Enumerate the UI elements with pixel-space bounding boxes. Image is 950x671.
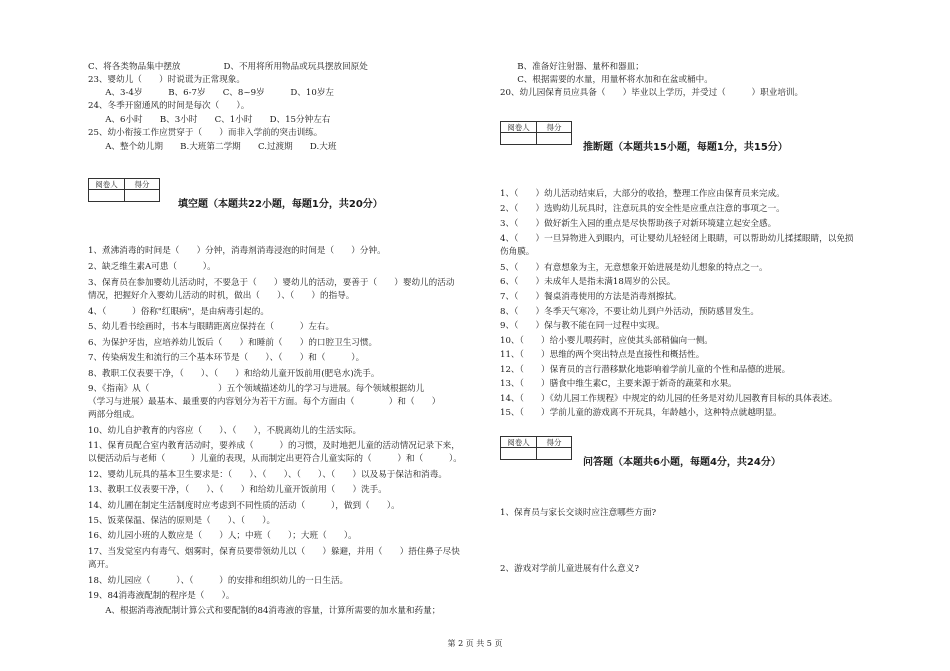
fill-line: 5、幼儿看书绘画时，书本与眼睛距离应保持在（ ）左右。 [88,322,335,332]
reviewer-label: 阅卷人 [89,179,125,190]
judge-line: 2、（ ）选购幼儿玩具时，注意玩具的安全性是应重点注意的事项之一。 [500,204,785,214]
fill-line: 16、幼儿园小班的人数应是（ ）人；中班（ ）；大班（ ）。 [88,531,357,541]
reviewer-cell [501,448,537,459]
judge-line: 伤角膜。 [500,247,535,257]
fill-line: 9、《指南》从（ ）五个领域描述幼儿的学习与进展。每个领域根据幼儿 [88,384,425,394]
question-23-options: A、3-4岁 B、6-7岁 C、8~9岁 D、10岁左 [88,88,335,98]
reviewer-label: 阅卷人 [501,437,537,448]
fill-line: 19、84消毒液配制的程序是（ ）。 [88,591,235,601]
question-25: 25、幼小衔接工作应贯穿于（ ）而非入学前的突击训练。 [88,128,323,138]
fill-line: （学习与进展）最基本、最重要的内容划分为若干方面。每个方面由（ ）和（ ） [88,397,441,407]
score-box-fill [88,178,160,202]
fill-line: 2、缺乏维生素A可患（ ）。 [88,262,216,272]
section-title-judge: 推断题（本题共15小题，每题1分，共15分） [583,142,788,153]
option-line-22-cd: C、将各类物品集中摆放 D、不用将所用物品或玩具摆放回原处 [88,62,368,72]
judge-line: 8、（ ）冬季天气寒冷，不要让幼儿到户外活动，预防感冒发生。 [500,307,759,317]
reviewer-cell [89,190,125,201]
fill-line: 离开。 [88,560,114,570]
judge-line: 6、（ ）未成年人是指未满18周岁的公民。 [500,277,676,287]
qa-question: 1、保育员与家长交谈时应注意哪些方面? [500,508,657,518]
fill-line: 11、保育员配合室内教育活动时，要养成（ ）的习惯，及时地把儿童的活动情况记录下来， [88,441,460,451]
judge-line: 15、（ ）学前儿童的游戏离不开玩具，年龄越小，这种特点就越明显。 [500,408,782,418]
judge-line: 3、（ ）做好新生入园的重点是尽快帮助孩子对新环境建立起安全感。 [500,219,777,229]
reviewer-cell [501,133,537,144]
fill-line: 12、婴幼儿玩具的基本卫生要求是：（ ）、（ ）、（ ）、（ ）以及易于保洁和消毒。 [88,470,447,480]
question-25-options: A、整个幼儿期 B.大班第二学期 C.过渡期 D.大班 [88,142,337,152]
question-24: 24、冬季开窗通风的时间是每次（ ）。 [88,101,250,111]
judge-line: 13、（ ）膳食中维生素C，主要来源于新奇的蔬菜和水果。 [500,379,737,389]
option-line-19-c: C、根据需要的水量，用量杯将水加和在盆或桶中。 [500,75,713,85]
judge-line: 9、（ ）保与教不能在同一过程中实现。 [500,321,665,331]
fill-line: 14、幼儿圃在制定生活制度时应考虑到不同性质的活动（ ），做到（ ）。 [88,501,400,511]
fill-line: 13、教职工仪表要干净，（ ）、（ ）和给幼儿童开饭前用（ ）洗手。 [88,485,387,495]
judge-line: 14、（ ）《幼儿园工作规程》中规定的幼儿园的任务是对幼儿园教育目标的具体表述。 [500,394,838,404]
judge-line: 12、（ ）保育员的言行潜移默化地影响着学前儿童的个性和品德的进展。 [500,365,791,375]
judge-line: 10、（ ）给小婴儿喂药时，应使其头部稍偏向一侧。 [500,336,713,346]
fill-line: 情况，把握好介入婴幼儿活动的时机，做出（ ）、（ ）的指导。 [88,291,355,301]
fill-line: 17、当发觉室内有毒气、烟雾时，保育员要带领幼儿以（ ）躲避，并用（ ）捂住鼻子尽快 [88,547,460,557]
judge-line: 7、（ ）餐桌消毒使用的方法是消毒剂擦拭。 [500,292,682,302]
fill-line: 15、饭菜保温、保洁的原则是（ ）、（ ）。 [88,516,276,526]
reviewer-label: 阅卷人 [501,122,537,133]
question-23: 23、婴幼儿（ ）时说谎为正常现象。 [88,75,246,85]
fill-line: 3、保育员在参加婴幼儿活动时，不要急于（ ）婴幼儿的活动，要善于（ ）婴幼儿的活动 [88,278,455,288]
fill-line: 10、幼儿自护教育的内容应（ ）、（ ），不脱离幼儿的生活实际。 [88,426,362,436]
fill-line: 7、传染病发生和流行的三个基本环节是（ ）、（ ）和（ ）。 [88,353,365,363]
fill-line: 4、（ ）俗称"红眼病"，是由病毒引起的。 [88,307,269,317]
score-cell [125,190,159,201]
score-label: 得分 [537,122,571,133]
score-cell [537,448,571,459]
fill-line: A、根据消毒液配制计算公式和要配制的84消毒液的容量，计算所需要的加水量和药量； [88,606,441,616]
option-line-19-b: B、准备好注射器、量杯和器皿； [500,62,644,72]
judge-line: 5、（ ）有意想象为主，无意想象开始进展是幼儿想象的特点之一。 [500,263,768,273]
fill-line: 8、教职工仪表要干净，（ ）、（ ）和给幼儿童开饭前用(肥皂水)洗手。 [88,369,380,379]
fill-line: 1、煮沸消毒的时间是（ ）分钟，消毒剂消毒浸泡的时间是（ ）分钟。 [88,246,386,256]
qa-question: 2、游戏对学前儿童进展有什么意义? [500,564,639,574]
fill-line: 6、为保护牙齿，应培养幼儿饭后（ ）和睡前（ ）的口腔卫生习惯。 [88,338,378,348]
page-number: 第 2 页 共 5 页 [447,639,503,648]
fill-line: 以便活动后与老师（ ）儿童的表现，从而制定出更符合儿童实际的（ ）和（ ）。 [88,454,462,464]
fill-line: 两部分组成。 [88,410,140,420]
score-label: 得分 [125,179,159,190]
section-title-qa: 问答题（本题共6小题，每题4分，共24分） [583,457,781,468]
question-24-options: A、6小时 B、3小时 C、1小时 D、15分钟左右 [88,115,331,125]
fill-line: 18、幼儿园应（ ）、（ ）的安排和组织幼儿的一日生活。 [88,576,349,586]
judge-line: 4、（ ）一旦异物进入到眼内，可让婴幼儿轻轻闭上眼睛，可以帮助幼儿揉揉眼睛，以免损 [500,234,854,244]
judge-line: 1、（ ）幼儿活动结束后，大部分的收拾，整理工作应由保育员来完成。 [500,189,785,199]
score-cell [537,133,571,144]
score-box-judge [500,121,572,145]
section-title-fill: 填空题（本题共22小题，每题1分，共20分） [178,199,383,210]
judge-line: 11、（ ）思维的两个突出特点是直接性和概括性。 [500,350,705,360]
question-20: 20、幼儿园保育员应具备（ ）毕业以上学历，并受过（ ）职业培训。 [500,88,804,98]
score-box-qa [500,436,572,460]
score-label: 得分 [537,437,571,448]
